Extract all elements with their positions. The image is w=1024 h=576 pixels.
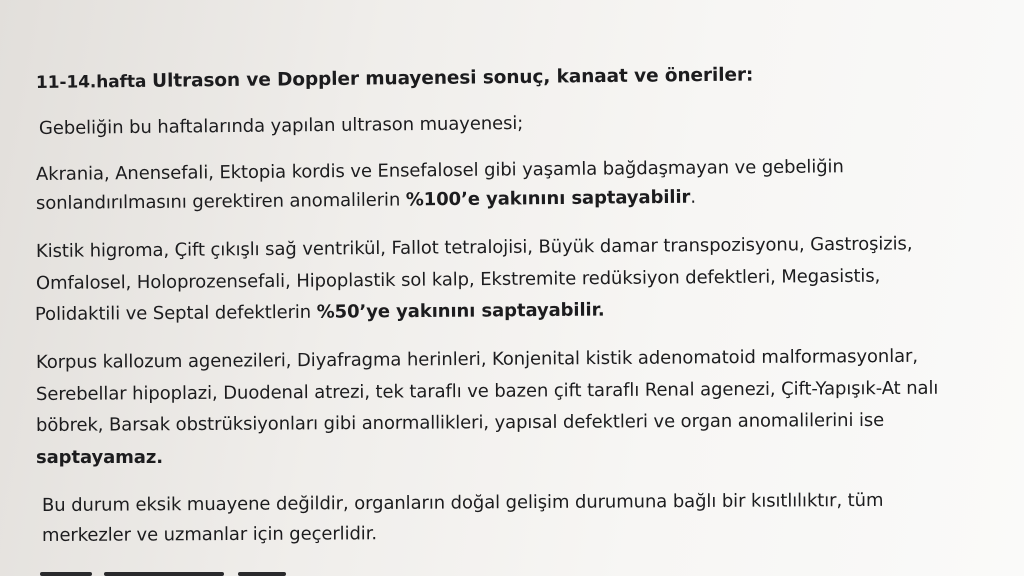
p1-detection-rate: %100’e yakınını saptayabilir (405, 186, 691, 211)
heading-week-range: 11-14. (35, 72, 97, 93)
heading-week-word: hafta (96, 71, 153, 93)
cut-off-next-line (40, 566, 300, 576)
p4-line2: merkezler ve uzmanlar için geçerlidir. (41, 523, 378, 546)
p2-line2: Omfalosel, Holoprozensefali, Hipoplastik sol kalp, Ekstremite redüksiyon defektleri, Megasistis, (35, 265, 881, 294)
p2-line1: Kistik higroma, Çift çıkışlı sağ ventrikül, Fallot tetralojisi, Büyük damar transpozisyonu, Gastroşizis, (35, 233, 913, 262)
p1-line2-period: . (690, 186, 697, 208)
p3-not-detectable: saptayamaz. (36, 447, 163, 468)
p1-line1: Akrania, Anensefali, Ektopia kordis ve Ensefalosel gibi yaşamla bağdaşmayan ve gebeliğin (35, 156, 844, 185)
p3-line4 (36, 447, 163, 469)
p4-line1: Bu durum eksik muayene değildir, organların doğal gelişim durumuna bağlı bir kısıtlılıktır, tüm (41, 489, 884, 516)
p1-line2 (36, 187, 696, 215)
p3-line2: Serebellar hipoplazi, Duodenal atrezi, tek taraflı ve bazen çift taraflı Renal agenezi, Çift-Yapışık-At nalı (35, 377, 939, 405)
p3-line3: böbrek, Barsak obstrüksiyonları gibi anormallikleri, yapısal defektleri ve organ anomalilerini ise (35, 409, 885, 436)
p3-line1: Korpus kallozum agenezileri, Diyafragma herinleri, Konjenital kistik adenomatoid malformasyonlar, (35, 345, 919, 373)
intro-line: Gebeliğin bu haftalarında yapılan ultrason muayenesi; (38, 112, 524, 139)
p1-line2-text: sonlandırılmasını gerektiren anomalilerin (35, 189, 406, 214)
p2-line3-text: Polidaktili ve Septal defektlerin (34, 301, 317, 325)
p2-line3 (35, 300, 605, 326)
heading-title: Ultrason ve Doppler muayenesi sonuç, kanaat ve öneriler: (152, 64, 754, 92)
document-heading (36, 64, 753, 94)
p2-detection-rate: %50’ye yakınını saptayabilir. (316, 299, 605, 323)
